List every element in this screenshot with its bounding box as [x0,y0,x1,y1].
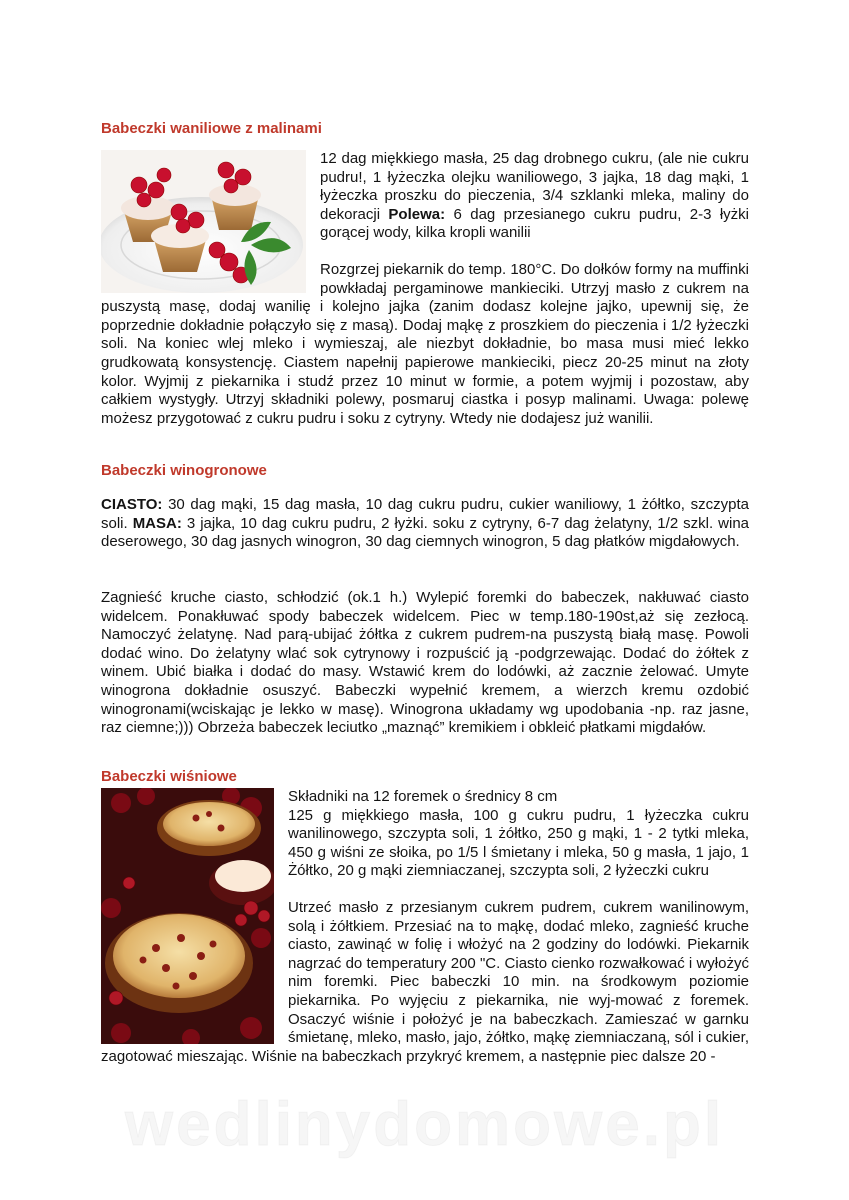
recipe-title-raspberry: Babeczki waniliowe z malinami [101,120,322,137]
mass-text: 3 jajka, 10 dag cukru pudru, 2 łyżki. soku z cytryny, 6-7 dag żelatyny, 1/2 szkl. wina deserowego, 30 dag jasnych winogron, 30 dag ciemnych winogron, 5 dag płatków migdałowych. [101,514,750,551]
cherry-method: Utrzeć masło z przesianym cukrem pudrem, cukrem wanilinowym, solą i żółtkiem. Przesiać na to mąkę, dodać mleko, zagnieść kruche ciasto, zawinąć w folię i włożyć na 2 godziny do lodówki. Piekarnik nagrzać do temperatury 200 "C. Ciasto cienko rozwałkować i wyłożyć nim foremki. Piec babeczki 10 min. na środkowym poziomie piekarnika. Po wyjęciu z piekarnika, nie wyj-mować z foremek. Osaczyć wiśnie i położyć je na babeczkach. Zamieszać w garnku śmietanę, mleko, masło, jajo, żółtko, mąkę ziemniaczaną, sól i cukier, zagotować mieszając. Wiśnie na babeczkach przykryć kremem, a następnie piec dalsze 20 - [101,898,749,1065]
recipe-title-grape: Babeczki winogronowe [101,462,267,479]
cherry-tarts-photo [101,788,274,1044]
dough-text: 30 dag mąki, 15 dag masła, 10 dag cukru pudru, cukier waniliowy, 1 żółtko, szczypta soli. [101,496,749,532]
grape-method: Zagnieść kruche ciasto, schłodzić (ok.1 h.) Wylepić foremki do babeczek, nakłuwać ciasto widelcem. Ponakłuwać spody babeczek widelcem. Piec w temp.180-190st,aż się zezłocą. Namoczyć żelatynę. Nad parą-ubijać żółtka z cukrem pudrem-na puszystą białą masę. Powoli dodać wino. Do żelatyny wlać sok cytrynowy i rozpuścić ją -podgrzewając. Dodać do żółtek z winem. Ubić białka i dodać do masy. Wstawić krem do lodówki, aż zacznie żelować. Umyte winogrona dokładnie osuszyć. Babeczki wypełnić kremem, a wierzch kremu ozdobić winogronami(wciskając je lekko w masę). Winogrona układamy wg upodobania -np. raz jasne, raz ciemne;))) Obrzeża babeczek leciutko „maznąć” kremikiem i obkleić płatkami migdałów. [101,589,749,737]
ingredients-text: 12 dag miękkiego masła, 25 dag drobnego cukru, (ale nie cukru pudru!, 1 łyżeczka olejku waniliowego, 3 jajka, 18 dag mąki, 1 łyżeczka proszku do pieczenia, 3/4 szklanki mleka, maliny do dekoracji [320,150,749,223]
cherry-serving: Składniki na 12 foremek o średnicy 8 cm [288,788,558,805]
recipe-title-cherry: Babeczki wiśniowe [101,768,237,785]
recipe-raspberry-section [101,150,749,428]
raspberry-muffins-photo [101,150,306,293]
glaze-text: 6 dag przesianego cukru pudru, 2-3 łyżki gorącej wody, kilka kropli wanilii [320,205,749,242]
grape-ingredients [101,496,749,552]
raspberry-method: Rozgrzej piekarnik do temp. 180°C. Do dołków formy na muffinki powkładaj pergaminowe mankieciki. Utrzyj masło z cukrem na puszystą masę, dodaj wanilię i kolejno jajka (zanim dodasz kolejne jajko, upewnij się, że poprzednie dokładnie połączyło się z masą). Dodaj mąkę z proszkiem do pieczenia i 1/2 łyżeczki soli. Na koniec wlej mleko i wymieszaj, ale niezbyt dokładnie, bo masa musi mieć lekko grudkowatą konsystencję. Ciastem napełnij papierowe mankieciki, piecz 20-25 minut na złoty kolor. Wyjmij z piekarnika i studź przez 10 minut w formie, a potem wyjmij i pozostaw, aby całkiem wystygły. Utrzyj składniki polewy, posmaruj ciastka i posyp malinami. Uwaga: polewę możesz przygotować z cukru pudru i soku z cytryny. Wtedy nie dodajesz już wanilii. [101,260,749,427]
site-watermark: wedlinydomowe.pl [124,1090,725,1159]
dough-label: CIASTO: [101,496,163,513]
cherry-ingredients: 125 g miękkiego masła, 100 g cukru pudru, 1 łyżeczka cukru wanilinowego, szczypta soli, 1 żółtko, 250 g mąki, 1 - 2 tytki mleka, 450 g wiśni ze słoika, po 1/5 l śmietany i mleka, 50 g masła, 1 jajo, 1 Żółtko, 20 g mąki ziemniaczanej, szczypta soli, 2 łyżeczki cukru [288,806,749,880]
mass-label: MASA: [132,514,182,532]
glaze-label: Polewa: [388,205,446,223]
recipe-cherry-section [101,788,749,1066]
